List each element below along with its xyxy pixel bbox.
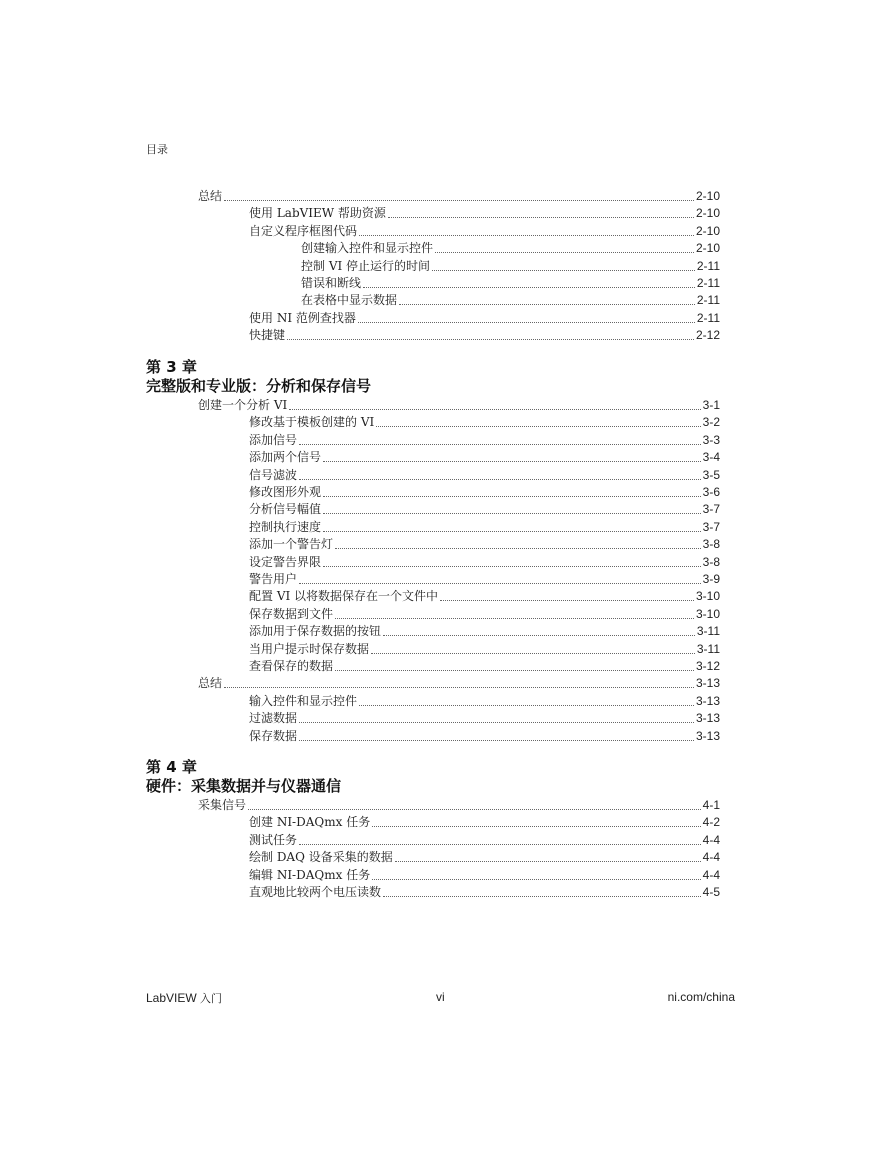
toc-entry-page: 2-11 [696,276,720,290]
toc-entry-title: 使用 LabVIEW 帮助资源 [249,206,386,221]
dot-leader [299,444,701,445]
toc-entry-page: 2-10 [695,206,720,221]
dot-leader [323,531,701,532]
toc-entry-page: 3-10 [695,606,720,621]
toc-entry[interactable] [249,588,720,605]
toc-entry-title: 测试任务 [249,832,298,847]
toc-entry-page: 3-11 [696,624,720,639]
dot-leader [224,200,694,201]
toc-entry-title: 直观地比较两个电压读数 [249,885,382,899]
toc-entry-page: 2-12 [695,328,720,343]
chapter-title: 硬件：采集数据并与仪器通信 [146,777,342,795]
toc-entry[interactable] [249,606,720,623]
dot-leader [335,670,694,671]
chapter-number: 第 3 章 [146,358,197,376]
dot-leader [299,583,701,584]
dot-leader [435,252,694,253]
dot-leader [388,217,694,218]
toc-entry-page: 4-4 [702,832,720,847]
toc-entry[interactable] [249,849,720,866]
section-header: 目录 [146,143,168,156]
dot-leader [335,548,701,549]
dot-leader [399,304,695,305]
toc-entry-page: 4-4 [702,850,720,865]
toc-entry[interactable] [301,275,720,292]
toc-entry-page: 3-13 [695,728,720,743]
toc-entry-page: 2-10 [695,189,720,203]
toc-entry-title: 查看保存的数据 [249,659,334,673]
toc-entry[interactable] [249,623,720,640]
page-number: vi [436,990,445,1004]
toc-entry[interactable] [249,641,720,658]
toc-entry-title: 保存数据到文件 [249,606,334,621]
dot-leader [299,740,694,741]
dot-leader [395,861,701,862]
dot-leader [432,270,695,271]
dot-leader [323,513,701,514]
toc-entry-page: 3-13 [695,693,720,708]
toc-entry[interactable] [249,832,720,849]
dot-leader [359,235,694,236]
toc-entry-title: 添加用于保存数据的按钮 [249,624,382,639]
toc-entry-title: 采集信号 [198,798,247,812]
toc-entry[interactable] [249,571,720,588]
toc-entry-title: 自定义程序框图代码 [249,223,358,238]
toc-entry-title: 编辑 NI-DAQmx 任务 [249,867,371,882]
dot-leader [372,879,700,880]
toc-entry-title: 修改基于模板创建的 VI [249,415,375,430]
toc-entry[interactable] [249,536,720,553]
toc-entry-title: 控制执行速度 [249,519,322,534]
toc-entry[interactable] [249,484,720,501]
toc-entry-title: 使用 NI 范例查找器 [249,310,356,325]
toc-entry[interactable] [249,554,720,571]
toc-entry-page: 2-11 [696,310,720,325]
toc-entry-title: 警告用户 [249,572,298,586]
toc-entry[interactable] [249,519,720,536]
toc-entry-page: 4-5 [702,885,720,899]
toc-entry[interactable] [249,223,720,240]
toc-entry-page: 3-12 [695,659,720,673]
toc-entry-page: 4-2 [702,815,720,830]
toc-entry[interactable] [249,467,720,484]
toc-entry-page: 3-9 [702,572,720,586]
dot-leader [376,426,700,427]
toc-entry[interactable] [198,675,720,692]
toc-entry-page: 3-8 [702,537,720,552]
toc-entry[interactable] [249,884,720,901]
toc-entry[interactable] [249,710,720,727]
dot-leader [287,339,694,340]
toc-entry-title: 添加两个信号 [249,450,322,465]
toc-entry[interactable] [249,310,720,327]
dot-leader [335,618,694,619]
toc-entry-title: 添加信号 [249,432,298,447]
toc-entry-page: 2-11 [696,258,720,273]
toc-entry-page: 3-2 [702,415,720,430]
dot-leader [383,635,695,636]
toc-entry-title: 当用户提示时保存数据 [249,641,370,656]
footer-product-suffix: 入门 [200,992,223,1005]
toc-entry-title: 分析信号幅值 [249,502,322,517]
toc-entry[interactable] [249,205,720,222]
toc-entry[interactable] [301,258,720,275]
toc-entry-page: 2-10 [695,241,720,256]
toc-entry-title: 创建一个分析 VI [198,398,288,412]
toc-entry-page: 3-11 [696,641,720,656]
toc-entry-page: 3-7 [702,502,720,517]
toc-entry[interactable] [249,658,720,675]
toc-entry[interactable] [249,432,720,449]
toc-entry-title: 过滤数据 [249,711,298,726]
toc-entry-title: 输入控件和显示控件 [249,693,358,708]
dot-leader [371,653,695,654]
dot-leader [299,479,701,480]
toc-entry-title: 总结 [198,189,223,203]
dot-leader [383,896,701,897]
dot-leader [323,566,701,567]
toc-entry-title: 在表格中显示数据 [301,293,398,308]
toc-entry-title: 控制 VI 停止运行的时间 [301,258,431,273]
toc-entry-title: 设定警告界限 [249,554,322,569]
toc-entry-title: 错误和断线 [301,276,362,290]
toc-entry-page: 3-8 [702,554,720,569]
toc-entry[interactable] [249,414,720,431]
toc-entry-page: 3-13 [695,676,720,691]
toc-entry-title: 配置 VI 以将数据保存在一个文件中 [249,589,439,604]
dot-leader [323,461,701,462]
toc-entry-page: 4-1 [702,798,720,812]
toc-entry-page: 3-3 [702,432,720,447]
toc-entry[interactable] [249,501,720,518]
toc-entry-title: 添加一个警告灯 [249,537,334,552]
chapter-number: 第 4 章 [146,758,197,776]
toc-entry-title: 创建 NI-DAQmx 任务 [249,815,371,830]
toc-entry[interactable] [249,814,720,831]
toc-entry[interactable] [249,327,720,344]
dot-leader [299,844,701,845]
toc-entry-title: 创建输入控件和显示控件 [301,241,434,256]
toc-entry-page: 2-10 [695,223,720,238]
toc-entry[interactable] [249,693,720,710]
toc-entry[interactable] [249,867,720,884]
dot-leader [299,722,694,723]
toc-entry-page: 2-11 [696,293,720,308]
dot-leader [358,322,695,323]
toc-entry[interactable] [198,797,720,814]
dot-leader [359,705,694,706]
toc-entry-title: 修改图形外观 [249,485,322,499]
toc-entry-title: 信号滤波 [249,467,298,482]
dot-leader [372,826,700,827]
dot-leader [289,409,700,410]
toc-entry-title: 快捷键 [249,328,286,343]
toc-entry-page: 3-13 [695,711,720,726]
toc-entry-page: 3-6 [702,485,720,499]
dot-leader [248,809,701,810]
toc-entry[interactable] [198,397,720,414]
toc-entry-page: 3-1 [702,398,720,412]
toc-entry-title: 总结 [198,676,223,691]
toc-entry-page: 4-4 [702,867,720,882]
toc-entry-title: 绘制 DAQ 设备采集的数据 [249,850,393,865]
toc-entry-page: 3-4 [702,450,720,465]
toc-entry[interactable] [301,292,720,309]
dot-leader [224,687,694,688]
toc-entry-title: 保存数据 [249,728,298,743]
toc-entry[interactable] [301,240,720,257]
toc-entry-page: 3-10 [695,589,720,604]
dot-leader [363,287,695,288]
footer-left [146,990,222,1006]
toc-entry[interactable] [249,728,720,745]
toc-entry[interactable] [249,449,720,466]
toc-entry-page: 3-5 [702,467,720,482]
footer-url: ni.com/china [667,990,735,1004]
chapter-title: 完整版和专业版：分析和保存信号 [146,377,372,395]
footer-product: LabVIEW [146,991,197,1005]
dot-leader [323,496,701,497]
dot-leader [440,600,694,601]
toc-entry[interactable] [198,188,720,205]
toc-entry-page: 3-7 [702,519,720,534]
